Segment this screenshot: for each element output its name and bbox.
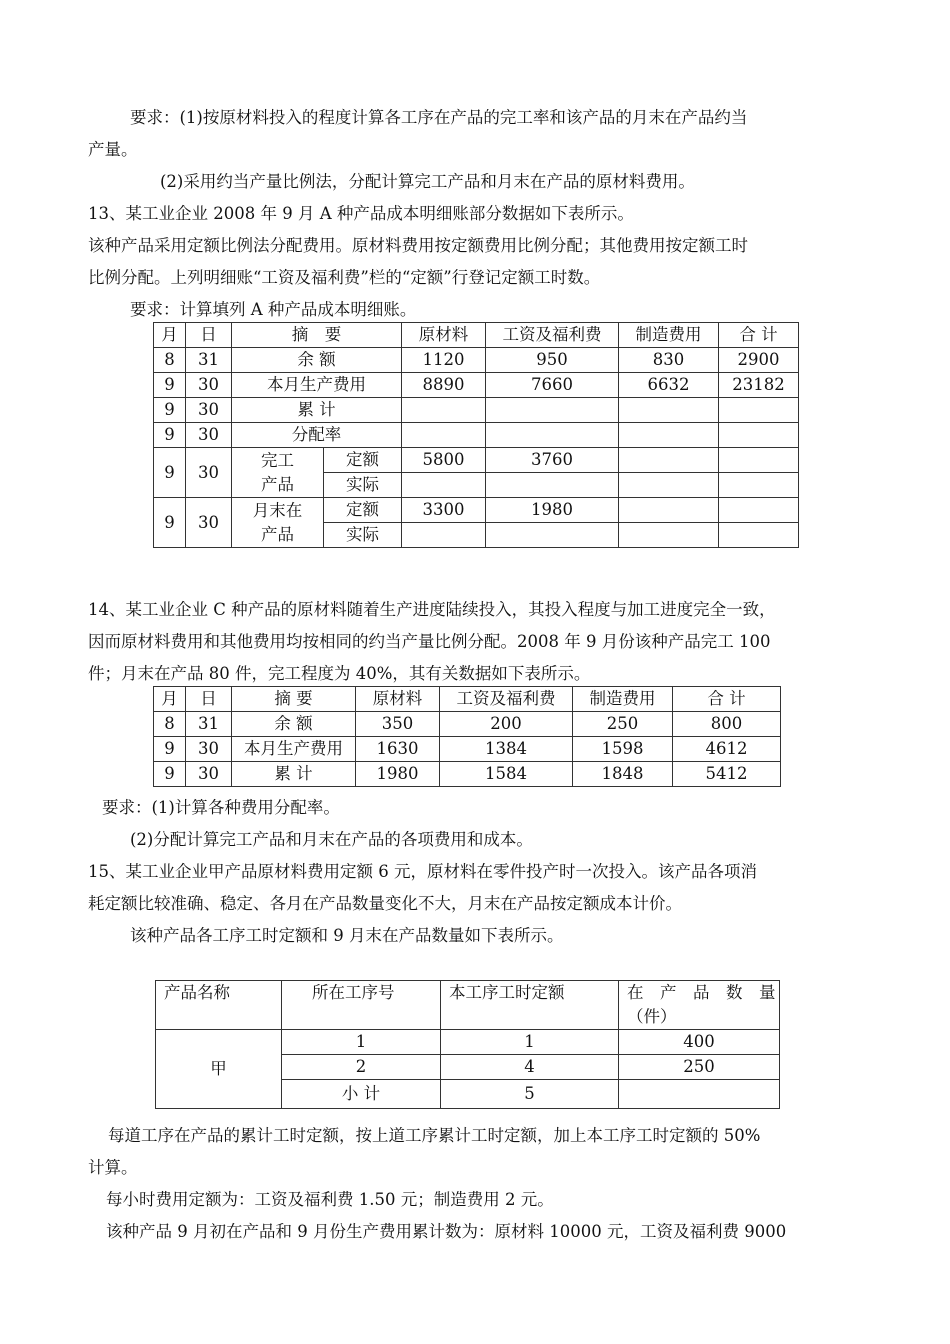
table-cell: 30: [186, 398, 232, 423]
table-cell: [402, 398, 486, 423]
table-cell: 4612: [673, 737, 781, 762]
table-cell: 1630: [356, 737, 440, 762]
col-header: 原材料: [402, 323, 486, 348]
table-cell: 1384: [440, 737, 573, 762]
table-cell: [486, 523, 619, 548]
col-header: 日: [186, 687, 232, 712]
col-header: 制造费用: [573, 687, 673, 712]
table-cell: 400: [619, 1030, 780, 1055]
q15-line7: 该种产品 9 月初在产品和 9 月份生产费用累计数为：原材料 10000 元，工资及福利费 9000: [106, 1222, 787, 1241]
q15-line6: 每小时费用定额为：工资及福利费 1.50 元；制造费用 2 元。: [106, 1190, 554, 1209]
table-cell: 余 额: [232, 348, 402, 373]
product-name: 甲: [156, 1030, 282, 1109]
table-cell: [719, 398, 799, 423]
table-row: [154, 423, 799, 448]
table-cell: [619, 423, 719, 448]
header-line: （件）: [627, 1007, 677, 1026]
col-header: 工资及福利费: [486, 323, 619, 348]
table-cell: 200: [440, 712, 573, 737]
table-cell: 3300: [402, 498, 486, 523]
table-cell: [719, 473, 799, 498]
table-cell: 8: [154, 348, 186, 373]
table-cell: 23182: [719, 373, 799, 398]
sub-label: 定额: [324, 498, 402, 523]
table-cell: 250: [619, 1055, 780, 1080]
table-cell: 本月生产费用: [232, 737, 356, 762]
table-cell: [486, 398, 619, 423]
table-cell: [719, 498, 799, 523]
table-row: [154, 737, 781, 762]
table-cell: 9: [154, 737, 186, 762]
table-cell: [619, 473, 719, 498]
table-cell: 1598: [573, 737, 673, 762]
table-cell: [619, 498, 719, 523]
sub-label: 定额: [324, 448, 402, 473]
table-cell: 小 计: [282, 1080, 441, 1109]
table-cell: [402, 523, 486, 548]
table-cell: [719, 523, 799, 548]
table-cell: [486, 473, 619, 498]
col-header: 摘 要: [232, 323, 402, 348]
table-cell: [402, 423, 486, 448]
table-cell: [619, 448, 719, 473]
table-row: [154, 712, 781, 737]
col-header: 工资及福利费: [440, 687, 573, 712]
table-cell: 6632: [619, 373, 719, 398]
table-cell: 7660: [486, 373, 619, 398]
q14-req1: 要求：(1)计算各种费用分配率。: [102, 798, 340, 817]
table-cell: 830: [619, 348, 719, 373]
group-label: [232, 498, 324, 548]
table-cell: [619, 398, 719, 423]
table-cell: 2: [282, 1055, 441, 1080]
q13-desc-line1: 该种产品采用定额比例法分配费用。原材料费用按定额费用比例分配；其他费用按定额工时: [88, 236, 748, 255]
q14-line2: 因而原材料费用和其他费用均按相同的约当产量比例分配。2008 年 9 月份该种产品完工 100: [88, 632, 771, 651]
q15-line2: 耗定额比较准确、稳定、各月在产品数量变化不大，月末在产品按定额成本计价。: [88, 894, 682, 913]
table-header: [154, 323, 799, 348]
col-header: [619, 981, 780, 1030]
table-row: [156, 1030, 780, 1055]
table-row: [154, 373, 799, 398]
table-cell: [619, 523, 719, 548]
table-14: [153, 686, 781, 787]
table-cell: 1848: [573, 762, 673, 787]
group-label-line: 产品: [261, 474, 294, 494]
table-cell: 本月生产费用: [232, 373, 402, 398]
table-cell: 30: [186, 762, 232, 787]
table-cell: 31: [186, 712, 232, 737]
table-cell: 250: [573, 712, 673, 737]
group-label-line: 产品: [261, 524, 294, 544]
table-cell: 9: [154, 498, 186, 548]
table-cell: [402, 473, 486, 498]
table-cell: 3760: [486, 448, 619, 473]
table-cell: 1980: [486, 498, 619, 523]
col-header: 原材料: [356, 687, 440, 712]
col-header: 月: [154, 687, 186, 712]
table-cell: 9: [154, 448, 186, 498]
q14-req2: (2)分配计算完工产品和月末在产品的各项费用和成本。: [130, 830, 533, 849]
table-cell: 30: [186, 448, 232, 498]
table-header: [154, 687, 781, 712]
table-row: [154, 398, 799, 423]
table-cell: [486, 423, 619, 448]
table-cell: 分配率: [232, 423, 402, 448]
table-cell: 950: [486, 348, 619, 373]
table-cell: 1584: [440, 762, 573, 787]
req12-line1: 要求：(1)按原材料投入的程度计算各工序在产品的完工率和该产品的月末在产品约当: [130, 108, 748, 127]
table-cell: 2900: [719, 348, 799, 373]
table-cell: 8: [154, 712, 186, 737]
col-header: 产品名称: [156, 981, 282, 1030]
col-header: 日: [186, 323, 232, 348]
table-cell: 余 额: [232, 712, 356, 737]
col-header: 本工序工时定额: [441, 981, 619, 1030]
table-cell: 5800: [402, 448, 486, 473]
q13-title: 13、某工业企业 2008 年 9 月 A 种产品成本明细账部分数据如下表所示。: [88, 204, 634, 223]
q15-line1: 15、某工业企业甲产品原材料费用定额 6 元，原材料在零件投产时一次投入。该产品各项消: [88, 862, 757, 881]
table-cell: 350: [356, 712, 440, 737]
table-cell: 1120: [402, 348, 486, 373]
table-cell: 30: [186, 498, 232, 548]
table-cell: 8890: [402, 373, 486, 398]
q13-desc-line2: 比例分配。上列明细账“工资及福利费”栏的“定额”行登记定额工时数。: [88, 268, 601, 287]
header-line: 在 产 品 数 量: [627, 983, 776, 1002]
table-cell: 5412: [673, 762, 781, 787]
table-cell: 1980: [356, 762, 440, 787]
table-cell: 30: [186, 423, 232, 448]
q14-line3: 件；月末在产品 80 件，完工程度为 40%，其有关数据如下表所示。: [88, 664, 591, 683]
table-cell: [719, 423, 799, 448]
table-cell: 30: [186, 737, 232, 762]
sub-label: 实际: [324, 473, 402, 498]
table-cell: [619, 1080, 780, 1109]
q15-line3: 该种产品各工序工时定额和 9 月末在产品数量如下表所示。: [130, 926, 564, 945]
table-row: [154, 762, 781, 787]
col-header: 制造费用: [619, 323, 719, 348]
table-row: [154, 498, 799, 523]
table-cell: 800: [673, 712, 781, 737]
table-cell: 31: [186, 348, 232, 373]
q13-requirement: 要求：计算填列 A 种产品成本明细账。: [130, 300, 417, 319]
table-cell: 1: [282, 1030, 441, 1055]
table-cell: 4: [441, 1055, 619, 1080]
table-cell: 30: [186, 373, 232, 398]
sub-label: 实际: [324, 523, 402, 548]
table-cell: 1: [441, 1030, 619, 1055]
q14-line1: 14、某工业企业 C 种产品的原材料随着生产进度陆续投入，其投入程度与加工进度完全一致，: [88, 600, 776, 619]
table-cell: [719, 448, 799, 473]
table-cell: 累 计: [232, 398, 402, 423]
col-header: 合 计: [673, 687, 781, 712]
q15-line4: 每道工序在产品的累计工时定额，按上道工序累计工时定额，加上本工序工时定额的 50%: [108, 1126, 761, 1145]
req12-line2: 产量。: [88, 140, 138, 159]
group-label: [232, 448, 324, 498]
table-cell: 9: [154, 762, 186, 787]
table-13: [153, 322, 799, 548]
group-label-line: 完工: [261, 450, 294, 470]
col-header: 摘 要: [232, 687, 356, 712]
col-header: 所在工序号: [282, 981, 441, 1030]
table-cell: 9: [154, 398, 186, 423]
col-header: 合 计: [719, 323, 799, 348]
table-15: [155, 980, 780, 1109]
table-header: [156, 981, 780, 1030]
table-cell: 累 计: [232, 762, 356, 787]
col-header: 月: [154, 323, 186, 348]
table-cell: 9: [154, 423, 186, 448]
group-label-line: 月末在: [252, 500, 303, 520]
table-cell: 5: [441, 1080, 619, 1109]
req12-line3: (2)采用约当产量比例法，分配计算完工产品和月末在产品的原材料费用。: [160, 172, 695, 191]
table-cell: 9: [154, 373, 186, 398]
q15-line5: 计算。: [88, 1158, 138, 1177]
table-row: [154, 348, 799, 373]
table-row: [154, 448, 799, 473]
